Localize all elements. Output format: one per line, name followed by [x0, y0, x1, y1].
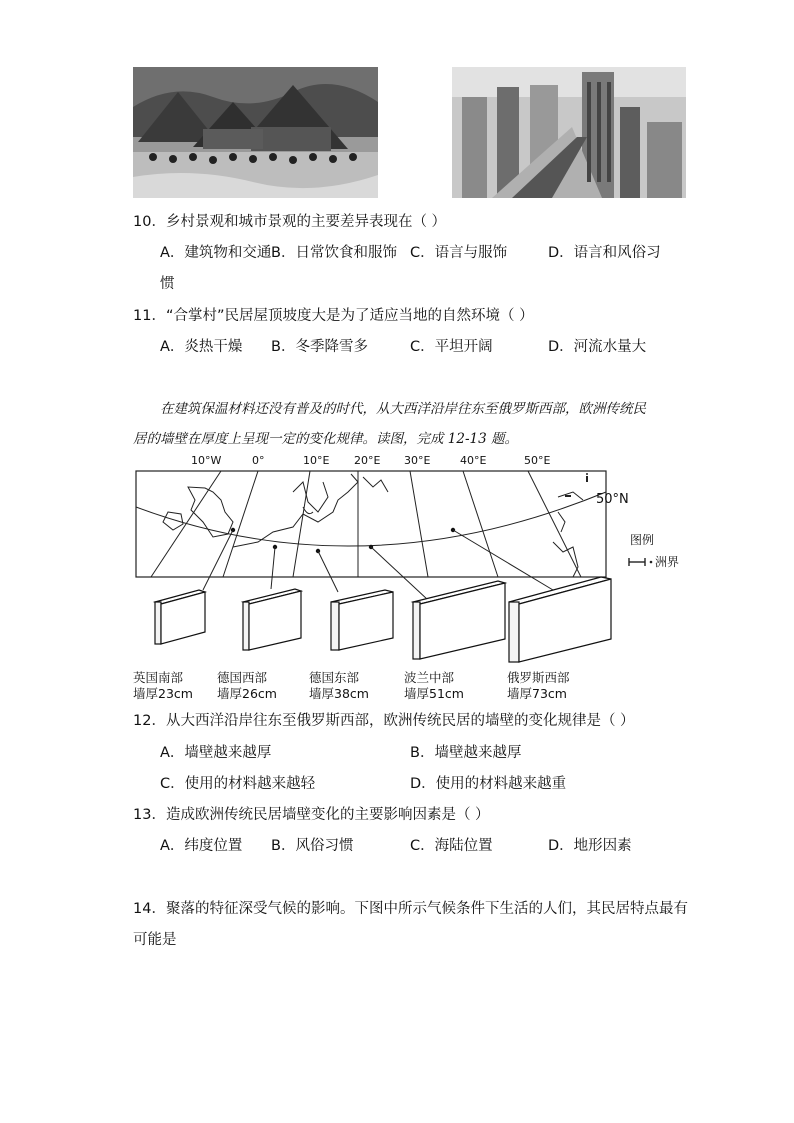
question-10-option-d[interactable]: D．语言和风俗习 — [548, 245, 661, 261]
question-11-option-d[interactable]: D．河流水量大 — [548, 339, 647, 355]
question-10-option-c[interactable]: C．语言与服饰 — [410, 245, 508, 261]
question-11-option-c[interactable]: C．平坦开阔 — [410, 339, 493, 355]
city-skyline-photo — [452, 67, 686, 198]
question-14-stem-line-1: 14．聚落的特征深受气候的影响。下图中所示气候条件下生活的人们，其民居特点最有 — [133, 901, 688, 917]
question-10-option-b[interactable]: B．日常饮食和服饰 — [271, 245, 397, 261]
legend-item-continent-boundary: 洲界 — [655, 555, 680, 569]
question-11-option-a[interactable]: A．炎热干燥 — [160, 339, 243, 355]
wall-label-thick-3: 墙厚38cm — [309, 686, 369, 701]
lat-label-50n: 50°N — [596, 492, 629, 507]
wall-label-thick-2: 墙厚26cm — [217, 686, 277, 701]
question-10-option-a[interactable]: A．建筑物和交通 — [160, 245, 272, 261]
question-11-option-b[interactable]: B．冬季降雪多 — [271, 339, 368, 355]
question-14-stem-line-2: 可能是 — [133, 932, 177, 948]
question-13-option-d[interactable]: D．地形因素 — [548, 838, 632, 854]
europe-wall-thickness-map — [133, 452, 693, 702]
passage-line-1: 在建筑保温材料还没有普及的时代，从大西洋沿岸往东至俄罗斯西部，欧洲传统民 — [160, 401, 646, 417]
question-12-option-b[interactable]: B．墙壁越来越厚 — [410, 745, 522, 761]
question-12-option-d[interactable]: D．使用的材料越来越重 — [410, 776, 567, 792]
wall-label-place-1: 英国南部 — [133, 670, 184, 685]
rural-village-photo — [133, 67, 378, 198]
question-10-option-d-continued: 惯 — [160, 276, 175, 292]
wall-label-place-4: 波兰中部 — [404, 670, 455, 685]
question-12-stem: 12．从大西洋沿岸往东至俄罗斯西部，欧洲传统民居的墙壁的变化规律是（ ） — [133, 713, 635, 729]
passage-line-2: 居的墙壁在厚度上呈现一定的变化规律。读图，完成 12-13 题。 — [133, 431, 518, 447]
wall-label-place-5: 俄罗斯西部 — [507, 670, 570, 685]
wall-label-place-3: 德国东部 — [309, 670, 360, 685]
lon-label-0: 0° — [252, 454, 265, 467]
question-12-option-c[interactable]: C．使用的材料越来越轻 — [160, 776, 316, 792]
wall-label-place-2: 德国西部 — [217, 670, 268, 685]
question-13-option-a[interactable]: A．纬度位置 — [160, 838, 243, 854]
lon-label-20e: 20°E — [354, 454, 381, 467]
question-11-stem: 11．“合掌村”民居屋顶坡度大是为了适应当地的自然环境（ ） — [133, 308, 534, 324]
lon-label-50e: 50°E — [524, 454, 551, 467]
legend-title: 图例 — [630, 533, 655, 547]
question-13-option-c[interactable]: C．海陆位置 — [410, 838, 493, 854]
wall-label-thick-5: 墙厚73cm — [507, 686, 567, 701]
question-13-stem: 13．造成欧洲传统民居墙壁变化的主要影响因素是（ ） — [133, 807, 490, 823]
wall-label-thick-1: 墙厚23cm — [133, 686, 193, 701]
lon-label-10w: 10°W — [191, 454, 222, 467]
lon-label-10e: 10°E — [303, 454, 330, 467]
question-13-option-b[interactable]: B．风俗习惯 — [271, 838, 354, 854]
question-12-option-a[interactable]: A．墙壁越来越厚 — [160, 745, 272, 761]
lon-label-30e: 30°E — [404, 454, 431, 467]
lon-label-40e: 40°E — [460, 454, 487, 467]
question-10-stem: 10．乡村景观和城市景观的主要差异表现在（ ） — [133, 214, 447, 230]
wall-label-thick-4: 墙厚51cm — [404, 686, 464, 701]
